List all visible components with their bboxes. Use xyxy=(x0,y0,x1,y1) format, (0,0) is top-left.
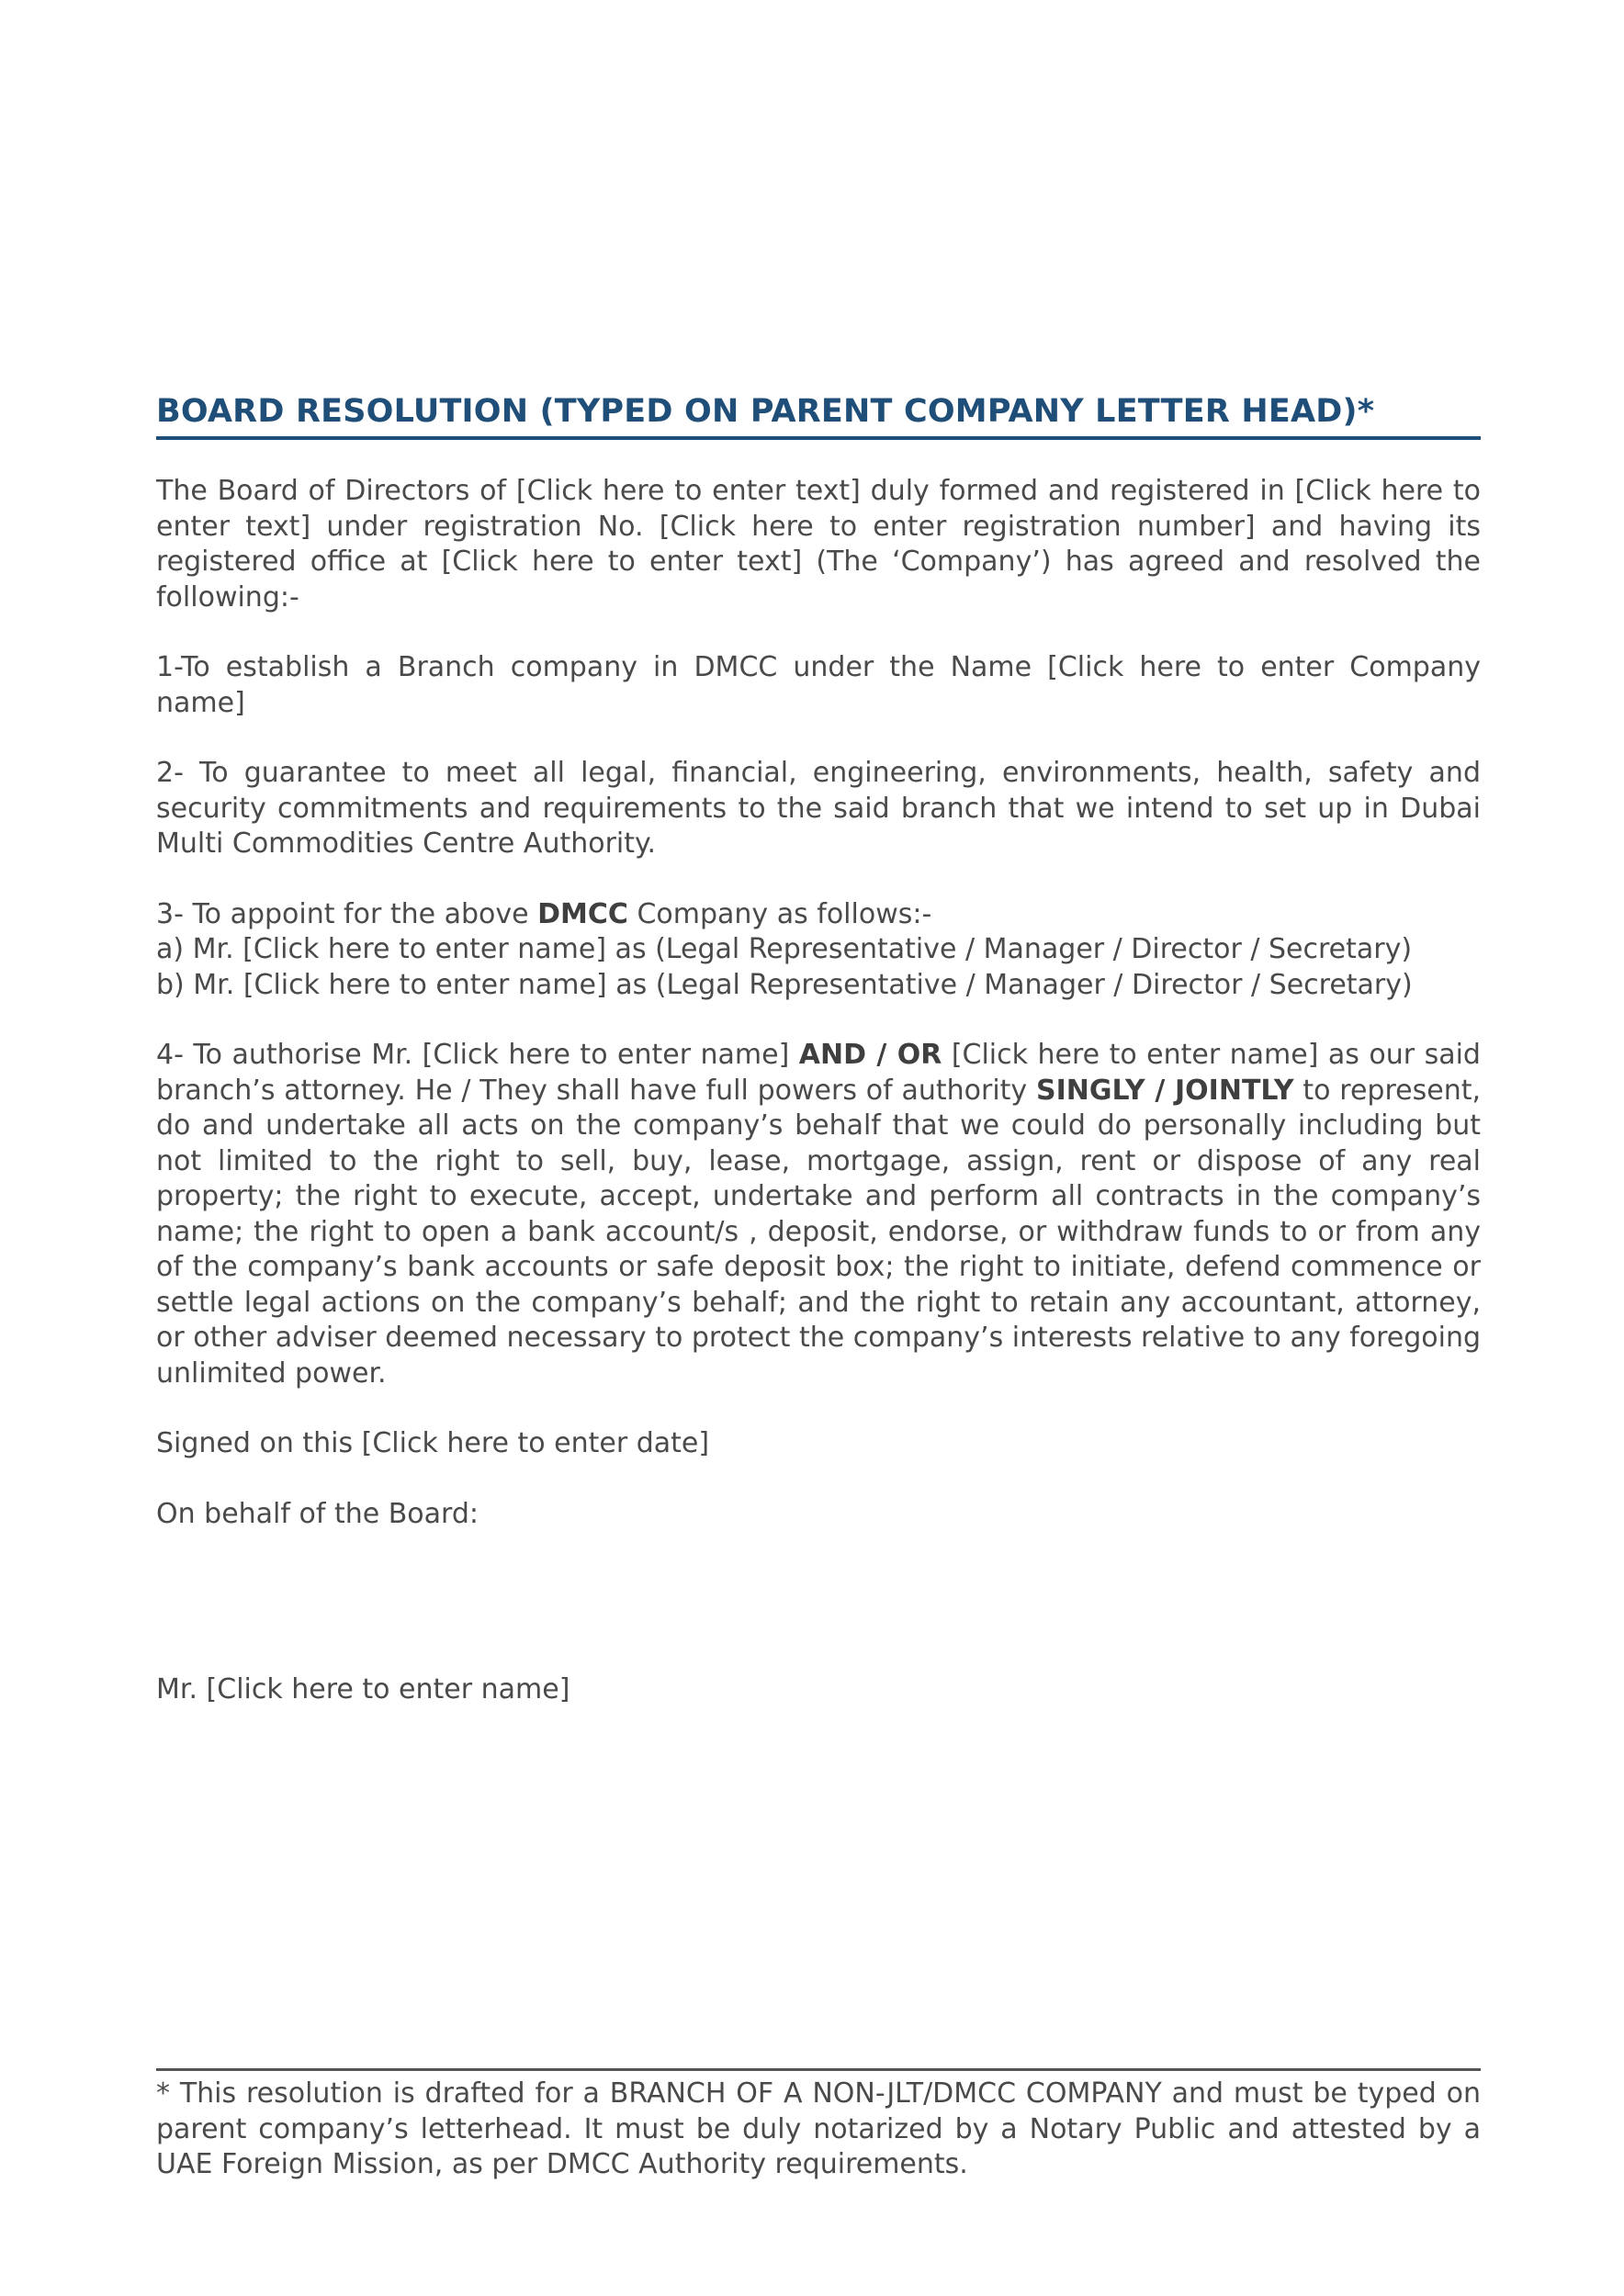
footnote: * This resolution is drafted for a BRANCH OF A NON-JLT/DMCC COMPANY and must be typed on parent company’s letterhead. It must be duly notarized by a Notary Public and attested by a UAE Foreign Mission, as per DMCC Authority requirements. xyxy=(156,2068,1481,2183)
intro-paragraph: The Board of Directors of [Click here to enter text] duly formed and registered in [Click here to enter text] under registration No. [Click here to enter registration number] and having its registered office at [Click here to enter text] (The ‘Company’) has agreed and resolved the following:- xyxy=(156,475,1481,613)
item4-bold-and-or: AND / OR xyxy=(798,1039,942,1071)
item3-prefix: 3- To appoint for the above xyxy=(156,897,538,930)
resolution-item-2: 2- To guarantee to meet all legal, financial, engineering, environments, health, safety and security commitments and requirements to the said branch that we intend to set up in Dubai Multi Commodities Centre Authority. xyxy=(156,757,1481,860)
signed-on-line: Signed on this [Click here to enter date] xyxy=(156,1427,710,1459)
resolution-body xyxy=(156,474,1481,1708)
on-behalf-line: On behalf of the Board: xyxy=(156,1497,479,1530)
appointee-line-b: b) Mr. [Click here to enter name] as (Legal Representative / Manager / Director / Secretary) xyxy=(156,968,1413,1001)
resolution-item-4 xyxy=(156,1038,1481,1391)
page-title: BOARD RESOLUTION (TYPED ON PARENT COMPANY LETTER HEAD)* xyxy=(156,393,1375,430)
item4-bold-singly-jointly: SINGLY / JOINTLY xyxy=(1035,1074,1294,1107)
title-block xyxy=(156,390,1481,440)
appointee-line-a: a) Mr. [Click here to enter name] as (Legal Representative / Manager / Director / Secretary) xyxy=(156,933,1413,965)
item4-part2: [Click here to enter name] as our said branch’s attorney. He / They shall have full powers of authority xyxy=(156,1039,1481,1107)
resolution-item-1: 1-To establish a Branch company in DMCC under the Name [Click here to enter Company name] xyxy=(156,651,1481,719)
item3-suffix: Company as follows:- xyxy=(627,897,932,930)
item4-part3: to represent, do and undertake all acts on the company’s behalf that we could do personally including but not limited to the right to sell, buy, lease, mortgage, assign, rent or dispose of any real property; the right to execute, accept, undertake and perform all contracts in the company’s name; the right to open a bank account/s , deposit, endorse, or withdraw funds to or from any of the company’s bank accounts or safe deposit box; the right to initiate, defend commence or settle legal actions on the company’s behalf; and the right to retain any accountant, attorney, or other adviser deemed necessary to protect the company’s interests relative to any foregoing unlimited power. xyxy=(156,1074,1482,1390)
item4-part1: 4- To authorise Mr. [Click here to enter name] xyxy=(156,1039,799,1071)
signature-space xyxy=(156,1532,1481,1672)
signatory-name: Mr. [Click here to enter name] xyxy=(156,1673,570,1705)
resolution-item-3 xyxy=(156,897,1481,933)
item3-bold: DMCC xyxy=(537,897,628,930)
